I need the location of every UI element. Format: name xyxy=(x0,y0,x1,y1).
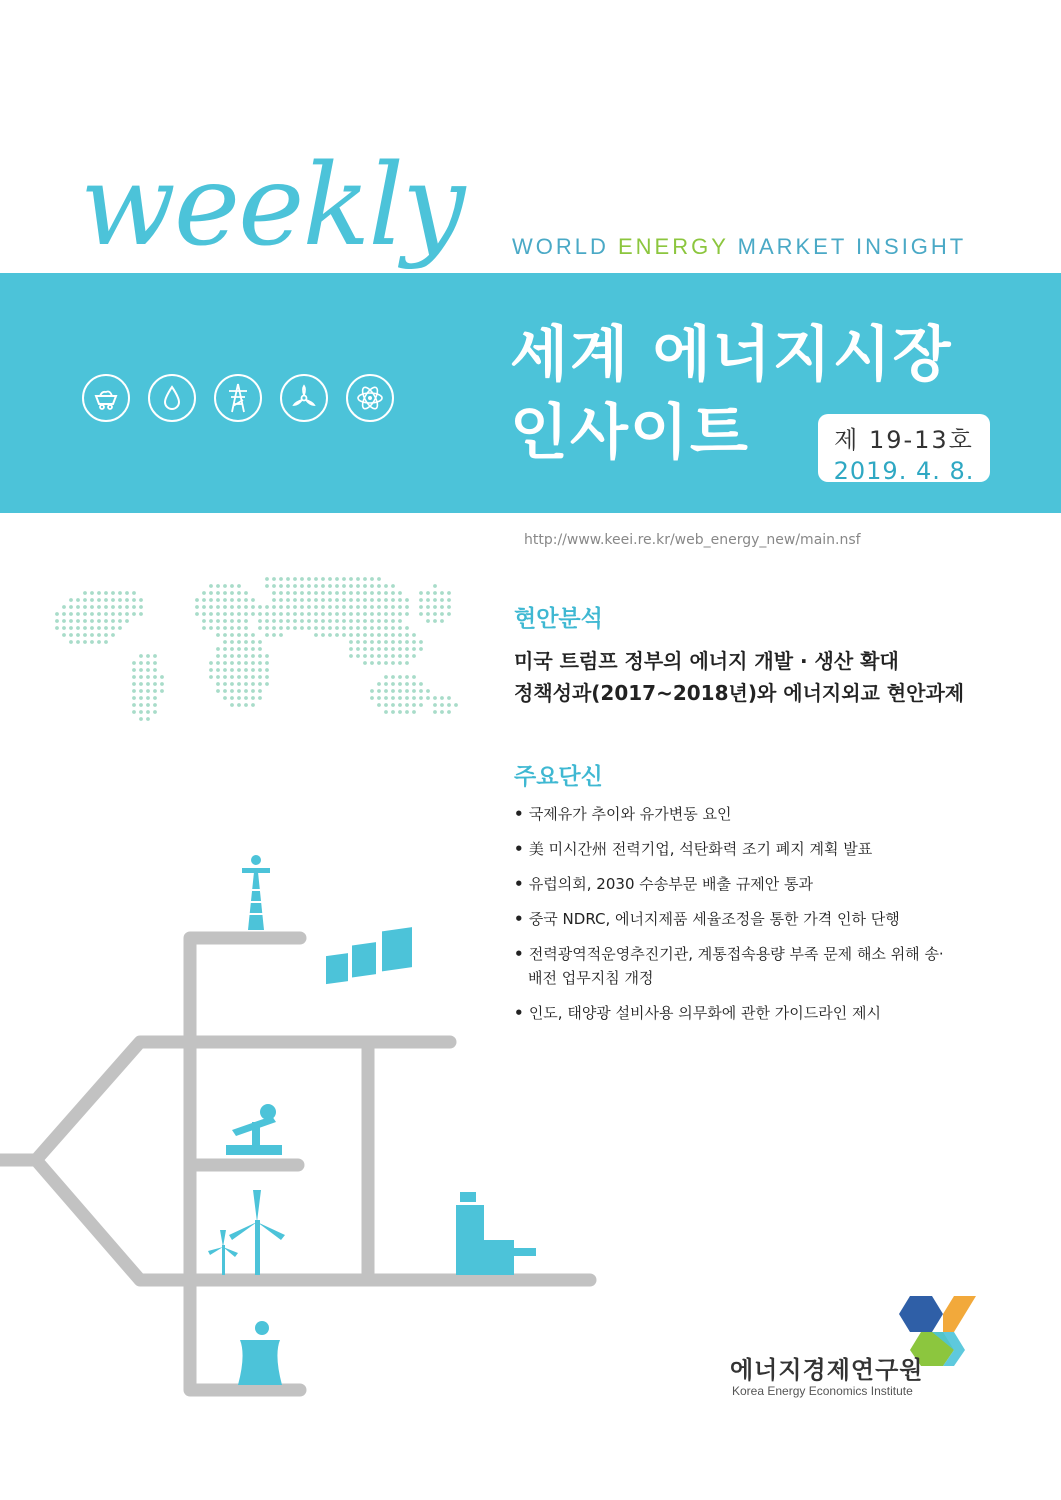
org-name-korean: 에너지경제연구원 xyxy=(730,1356,924,1384)
issue-box xyxy=(818,414,990,485)
publication-subtitle xyxy=(512,234,966,260)
factory-icon xyxy=(456,1192,536,1275)
news-item: • 전력광역적운영추진기관, 계통접속용량 부족 문제 해소 위해 송·배전 업무지침 개정 xyxy=(514,942,948,990)
power-tower-icon xyxy=(214,374,262,422)
news-section-title: 주요단신 xyxy=(514,764,603,790)
website-url[interactable]: http://www.keei.re.kr/web_energy_new/main.nsf xyxy=(524,532,861,548)
news-item: • 국제유가 추이와 유가변동 요인 xyxy=(514,802,948,826)
analysis-headline-line1: 미국 트럼프 정부의 에너지 개발 · 생산 확대 xyxy=(514,649,899,673)
subtitle-word-world: WORLD xyxy=(512,234,618,259)
news-item: • 중국 NDRC, 에너지제품 세율조정을 통한 가격 인하 단행 xyxy=(514,907,948,931)
atom-icon xyxy=(346,374,394,422)
pipeline-lines xyxy=(0,938,590,1390)
issue-date: 2019. 4. 8. xyxy=(833,457,975,485)
pumpjack-icon xyxy=(226,1104,282,1155)
org-name-english: Korea Energy Economics Institute xyxy=(732,1384,913,1398)
weekly-script-title: weekly xyxy=(80,141,464,271)
analysis-headline-line2: 정책성과(2017~2018년)와 에너지외교 현안과제 xyxy=(514,681,965,705)
energy-icon-row xyxy=(82,374,394,422)
nuclear-plant-icon xyxy=(238,1321,282,1385)
news-item: • 인도, 태양광 설비사용 의무화에 관한 가이드라인 제시 xyxy=(514,1001,948,1025)
coal-cart-icon xyxy=(82,374,130,422)
main-title-line2: 인사이트 xyxy=(510,398,750,468)
news-item: • 美 미시간州 전력기업, 석탄화력 조기 폐지 계획 발표 xyxy=(514,837,948,861)
wind-turbine-icon xyxy=(280,374,328,422)
energy-pipeline-illustration xyxy=(0,850,620,1410)
analysis-section-title: 현안분석 xyxy=(514,606,603,632)
subtitle-word-insight: INSIGHT xyxy=(856,234,967,259)
subtitle-word-energy: ENERGY xyxy=(618,234,738,259)
solar-panel-icon xyxy=(326,927,412,984)
oil-drop-icon xyxy=(148,374,196,422)
subtitle-word-market: MARKET xyxy=(737,234,857,259)
main-title-line1: 세계 에너지시장 xyxy=(510,320,953,390)
news-item: • 유럽의회, 2030 수송부문 배출 규제안 통과 xyxy=(514,872,948,896)
world-map-graphic xyxy=(50,565,470,765)
analysis-headline xyxy=(514,645,964,709)
issue-number: 제 19-13호 xyxy=(834,426,974,454)
wind-turbines-icon xyxy=(208,1190,285,1275)
oil-derrick-icon xyxy=(242,855,270,930)
